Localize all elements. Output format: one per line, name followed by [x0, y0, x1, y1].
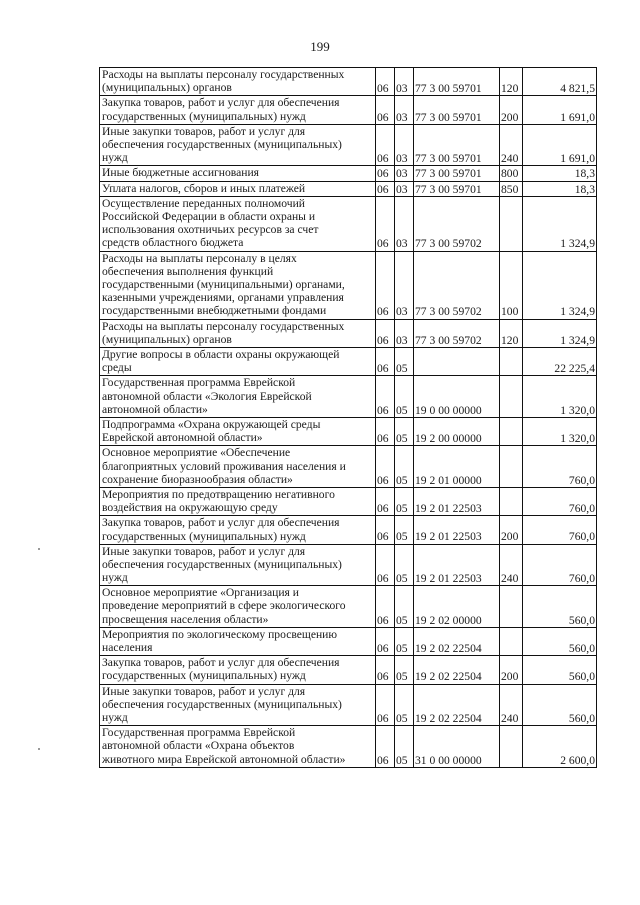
table-row — [100, 196, 597, 251]
expense-name-line: благоприятных условий проживания населения и — [102, 459, 346, 473]
table-row — [100, 251, 597, 319]
subsection-code-cell: 03 — [395, 68, 414, 96]
expense-name-line: Основное мероприятие «Обеспечение — [102, 446, 291, 460]
expense-name-line: Российской Федерации в области охраны и — [102, 209, 316, 223]
amount-cell: 760,0 — [523, 516, 597, 544]
expense-name-line: среды — [102, 361, 132, 375]
expense-name-cell — [100, 96, 376, 124]
expense-name-line: государственными (муниципальными) органами, — [102, 277, 345, 291]
section-code-cell: 06 — [376, 544, 395, 586]
target-article-cell: 77 3 00 59701 — [414, 166, 500, 181]
expense-name-line: животного мира Еврейской автономной области» — [102, 752, 346, 766]
expense-name-line: Иные закупки товаров, работ и услуг для — [102, 124, 306, 138]
expense-name-line: автономной области «Экология Еврейской — [102, 389, 312, 403]
expense-name-line: средств областного бюджета — [102, 236, 244, 250]
section-code-cell: 06 — [376, 726, 395, 768]
expense-name-cell — [100, 446, 376, 488]
expense-name-cell — [100, 417, 376, 445]
expense-name-line: просвещения населения области» — [102, 612, 269, 626]
table-row — [100, 684, 597, 726]
expense-name-line: Закупка товаров, работ и услуг для обеспечения — [102, 656, 340, 670]
subsection-code-cell: 03 — [395, 196, 414, 251]
subsection-code-cell: 05 — [395, 347, 414, 375]
expense-name-line: Расходы на выплаты персоналу государственных — [102, 319, 345, 333]
expense-name-cell — [100, 347, 376, 375]
target-article-cell: 19 2 01 22503 — [414, 516, 500, 544]
subsection-code-cell: 05 — [395, 684, 414, 726]
subsection-code-cell: 05 — [395, 487, 414, 515]
expense-name-line: Другие вопросы в области охраны окружающей — [102, 347, 340, 361]
expense-name-line: воздействия на окружающую среду — [102, 501, 278, 515]
table-row — [100, 376, 597, 418]
section-code-cell: 06 — [376, 376, 395, 418]
expense-type-cell — [500, 196, 523, 251]
section-code-cell: 06 — [376, 347, 395, 375]
expense-type-cell: 240 — [500, 124, 523, 166]
section-code-cell: 06 — [376, 251, 395, 319]
amount-cell: 4 821,5 — [523, 68, 597, 96]
expense-type-cell: 100 — [500, 251, 523, 319]
expense-name-cell — [100, 166, 376, 181]
expense-name-cell — [100, 251, 376, 319]
table-body — [100, 68, 597, 768]
expense-type-cell: 120 — [500, 68, 523, 96]
amount-cell: 18,3 — [523, 166, 597, 181]
amount-cell: 22 225,4 — [523, 347, 597, 375]
expense-name-line: Мероприятия по экологическому просвещению — [102, 627, 338, 641]
table-row — [100, 124, 597, 166]
amount-cell: 760,0 — [523, 544, 597, 586]
expense-name-line: Закупка товаров, работ и услуг для обеспечения — [102, 96, 340, 110]
table-row — [100, 627, 597, 655]
amount-cell: 1 320,0 — [523, 376, 597, 418]
subsection-code-cell: 05 — [395, 446, 414, 488]
target-article-cell: 77 3 00 59701 — [414, 96, 500, 124]
expense-name-cell — [100, 627, 376, 655]
amount-cell: 560,0 — [523, 586, 597, 628]
target-article-cell: 19 2 01 22503 — [414, 487, 500, 515]
expense-name-line: государственных (муниципальных) нужд — [102, 109, 306, 123]
expense-name-line: автономной области «Охрана объектов — [102, 739, 295, 753]
target-article-cell: 31 0 00 00000 — [414, 726, 500, 768]
target-article-cell: 19 2 00 00000 — [414, 417, 500, 445]
amount-cell: 1 324,9 — [523, 319, 597, 347]
section-code-cell: 06 — [376, 181, 395, 196]
table-row — [100, 586, 597, 628]
expense-name-line: обеспечения государственных (муниципальных) — [102, 557, 342, 571]
expense-type-cell — [500, 417, 523, 445]
subsection-code-cell: 05 — [395, 627, 414, 655]
expense-name-line: Мероприятия по предотвращению негативного — [102, 487, 335, 501]
section-code-cell: 06 — [376, 487, 395, 515]
scan-speck — [38, 548, 40, 550]
target-article-cell: 77 3 00 59702 — [414, 196, 500, 251]
target-article-cell — [414, 347, 500, 375]
expense-type-cell — [500, 586, 523, 628]
expense-name-line: сохранение биоразнообразия области» — [102, 472, 293, 486]
budget-table — [99, 67, 597, 768]
table-row — [100, 544, 597, 586]
amount-cell: 760,0 — [523, 446, 597, 488]
expense-name-line: Осуществление переданных полномочий — [102, 196, 306, 210]
amount-cell: 1 691,0 — [523, 124, 597, 166]
target-article-cell: 19 2 02 22504 — [414, 684, 500, 726]
table-row — [100, 656, 597, 684]
subsection-code-cell: 03 — [395, 181, 414, 196]
page-number: 199 — [310, 39, 330, 54]
amount-cell: 560,0 — [523, 684, 597, 726]
expense-name-line: использования охотничьих ресурсов за счет — [102, 223, 319, 237]
target-article-cell: 77 3 00 59701 — [414, 124, 500, 166]
target-article-cell: 77 3 00 59702 — [414, 251, 500, 319]
target-article-cell: 77 3 00 59702 — [414, 319, 500, 347]
subsection-code-cell: 03 — [395, 166, 414, 181]
target-article-cell: 19 0 00 00000 — [414, 376, 500, 418]
expense-name-line: обеспечения выполнения функций — [102, 264, 274, 278]
expense-type-cell: 200 — [500, 516, 523, 544]
expense-type-cell — [500, 627, 523, 655]
amount-cell: 560,0 — [523, 656, 597, 684]
expense-name-line: проведение мероприятий в сфере экологического — [102, 599, 346, 613]
section-code-cell: 06 — [376, 96, 395, 124]
table-row — [100, 446, 597, 488]
expense-name-cell — [100, 124, 376, 166]
expense-type-cell — [500, 376, 523, 418]
expense-name-cell — [100, 68, 376, 96]
expense-type-cell: 200 — [500, 96, 523, 124]
amount-cell: 18,3 — [523, 181, 597, 196]
expense-name-line: казенными учреждениями, органами управления — [102, 291, 344, 305]
expense-name-line: автономной области» — [102, 402, 208, 416]
target-article-cell: 19 2 02 22504 — [414, 656, 500, 684]
subsection-code-cell: 03 — [395, 96, 414, 124]
expense-name-cell — [100, 726, 376, 768]
expense-type-cell — [500, 726, 523, 768]
amount-cell: 1 324,9 — [523, 251, 597, 319]
expense-type-cell — [500, 487, 523, 515]
expense-name-cell — [100, 586, 376, 628]
expense-type-cell — [500, 347, 523, 375]
subsection-code-cell: 05 — [395, 544, 414, 586]
expense-name-cell — [100, 181, 376, 196]
amount-cell: 2 600,0 — [523, 726, 597, 768]
expense-name-line: Государственная программа Еврейской — [102, 376, 296, 390]
table-row — [100, 68, 597, 96]
section-code-cell: 06 — [376, 68, 395, 96]
expense-name-line: государственными внебюджетными фондами — [102, 304, 327, 318]
expense-name-line: Иные закупки товаров, работ и услуг для — [102, 544, 306, 558]
section-code-cell: 06 — [376, 586, 395, 628]
target-article-cell: 19 2 01 00000 — [414, 446, 500, 488]
amount-cell: 1 320,0 — [523, 417, 597, 445]
amount-cell: 760,0 — [523, 487, 597, 515]
table-row — [100, 417, 597, 445]
amount-cell: 1 324,9 — [523, 196, 597, 251]
subsection-code-cell: 05 — [395, 376, 414, 418]
expense-name-line: нужд — [102, 151, 128, 165]
table-row — [100, 516, 597, 544]
subsection-code-cell: 05 — [395, 726, 414, 768]
subsection-code-cell: 05 — [395, 417, 414, 445]
table-row — [100, 166, 597, 181]
subsection-code-cell: 03 — [395, 251, 414, 319]
expense-name-line: государственных (муниципальных) нужд — [102, 529, 306, 543]
subsection-code-cell: 05 — [395, 586, 414, 628]
expense-name-line: Закупка товаров, работ и услуг для обеспечения — [102, 516, 340, 530]
target-article-cell: 19 2 01 22503 — [414, 544, 500, 586]
expense-type-cell: 240 — [500, 684, 523, 726]
expense-name-line: Государственная программа Еврейской — [102, 726, 296, 740]
expense-name-cell — [100, 544, 376, 586]
expense-name-line: Расходы на выплаты персоналу государственных — [102, 68, 345, 81]
section-code-cell: 06 — [376, 196, 395, 251]
expense-name-cell — [100, 376, 376, 418]
expense-name-line: Еврейской автономной области» — [102, 431, 263, 445]
target-article-cell: 77 3 00 59701 — [414, 181, 500, 196]
section-code-cell: 06 — [376, 656, 395, 684]
expense-name-line: нужд — [102, 711, 128, 725]
expense-name-line: нужд — [102, 571, 128, 585]
expense-type-cell: 120 — [500, 319, 523, 347]
table-row — [100, 726, 597, 768]
table-row — [100, 347, 597, 375]
subsection-code-cell: 05 — [395, 516, 414, 544]
target-article-cell: 77 3 00 59701 — [414, 68, 500, 96]
expense-name-line: (муниципальных) органов — [102, 81, 232, 95]
section-code-cell: 06 — [376, 446, 395, 488]
table-row — [100, 181, 597, 196]
section-code-cell: 06 — [376, 166, 395, 181]
expense-name-cell — [100, 516, 376, 544]
expense-name-line: населения — [102, 641, 153, 655]
expense-name-line: государственных (муниципальных) нужд — [102, 669, 306, 683]
expense-name-cell — [100, 684, 376, 726]
expense-name-line: Уплата налогов, сборов и иных платежей — [102, 181, 306, 195]
section-code-cell: 06 — [376, 684, 395, 726]
expense-name-line: Подпрограмма «Охрана окружающей среды — [102, 417, 321, 431]
expense-type-cell: 800 — [500, 166, 523, 181]
target-article-cell: 19 2 02 00000 — [414, 586, 500, 628]
section-code-cell: 06 — [376, 627, 395, 655]
subsection-code-cell: 05 — [395, 656, 414, 684]
expense-name-cell — [100, 656, 376, 684]
expense-name-line: Расходы на выплаты персоналу в целях — [102, 251, 297, 265]
amount-cell: 560,0 — [523, 627, 597, 655]
expense-name-line: (муниципальных) органов — [102, 332, 232, 346]
section-code-cell: 06 — [376, 417, 395, 445]
expense-type-cell: 200 — [500, 656, 523, 684]
expense-name-line: Основное мероприятие «Организация и — [102, 586, 299, 600]
scan-speck — [38, 748, 40, 750]
section-code-cell: 06 — [376, 319, 395, 347]
table-row — [100, 319, 597, 347]
expense-name-line: Иные закупки товаров, работ и услуг для — [102, 684, 306, 698]
expense-name-line: обеспечения государственных (муниципальных) — [102, 137, 342, 151]
amount-cell: 1 691,0 — [523, 96, 597, 124]
target-article-cell: 19 2 02 22504 — [414, 627, 500, 655]
expense-name-line: Иные бюджетные ассигнования — [102, 166, 259, 180]
expense-type-cell: 850 — [500, 181, 523, 196]
section-code-cell: 06 — [376, 124, 395, 166]
expense-name-cell — [100, 319, 376, 347]
section-code-cell: 06 — [376, 516, 395, 544]
expense-type-cell: 240 — [500, 544, 523, 586]
expense-type-cell — [500, 446, 523, 488]
table-row — [100, 96, 597, 124]
subsection-code-cell: 03 — [395, 124, 414, 166]
expense-name-line: обеспечения государственных (муниципальных) — [102, 697, 342, 711]
expense-name-cell — [100, 196, 376, 251]
expense-name-cell — [100, 487, 376, 515]
table-row — [100, 487, 597, 515]
subsection-code-cell: 03 — [395, 319, 414, 347]
